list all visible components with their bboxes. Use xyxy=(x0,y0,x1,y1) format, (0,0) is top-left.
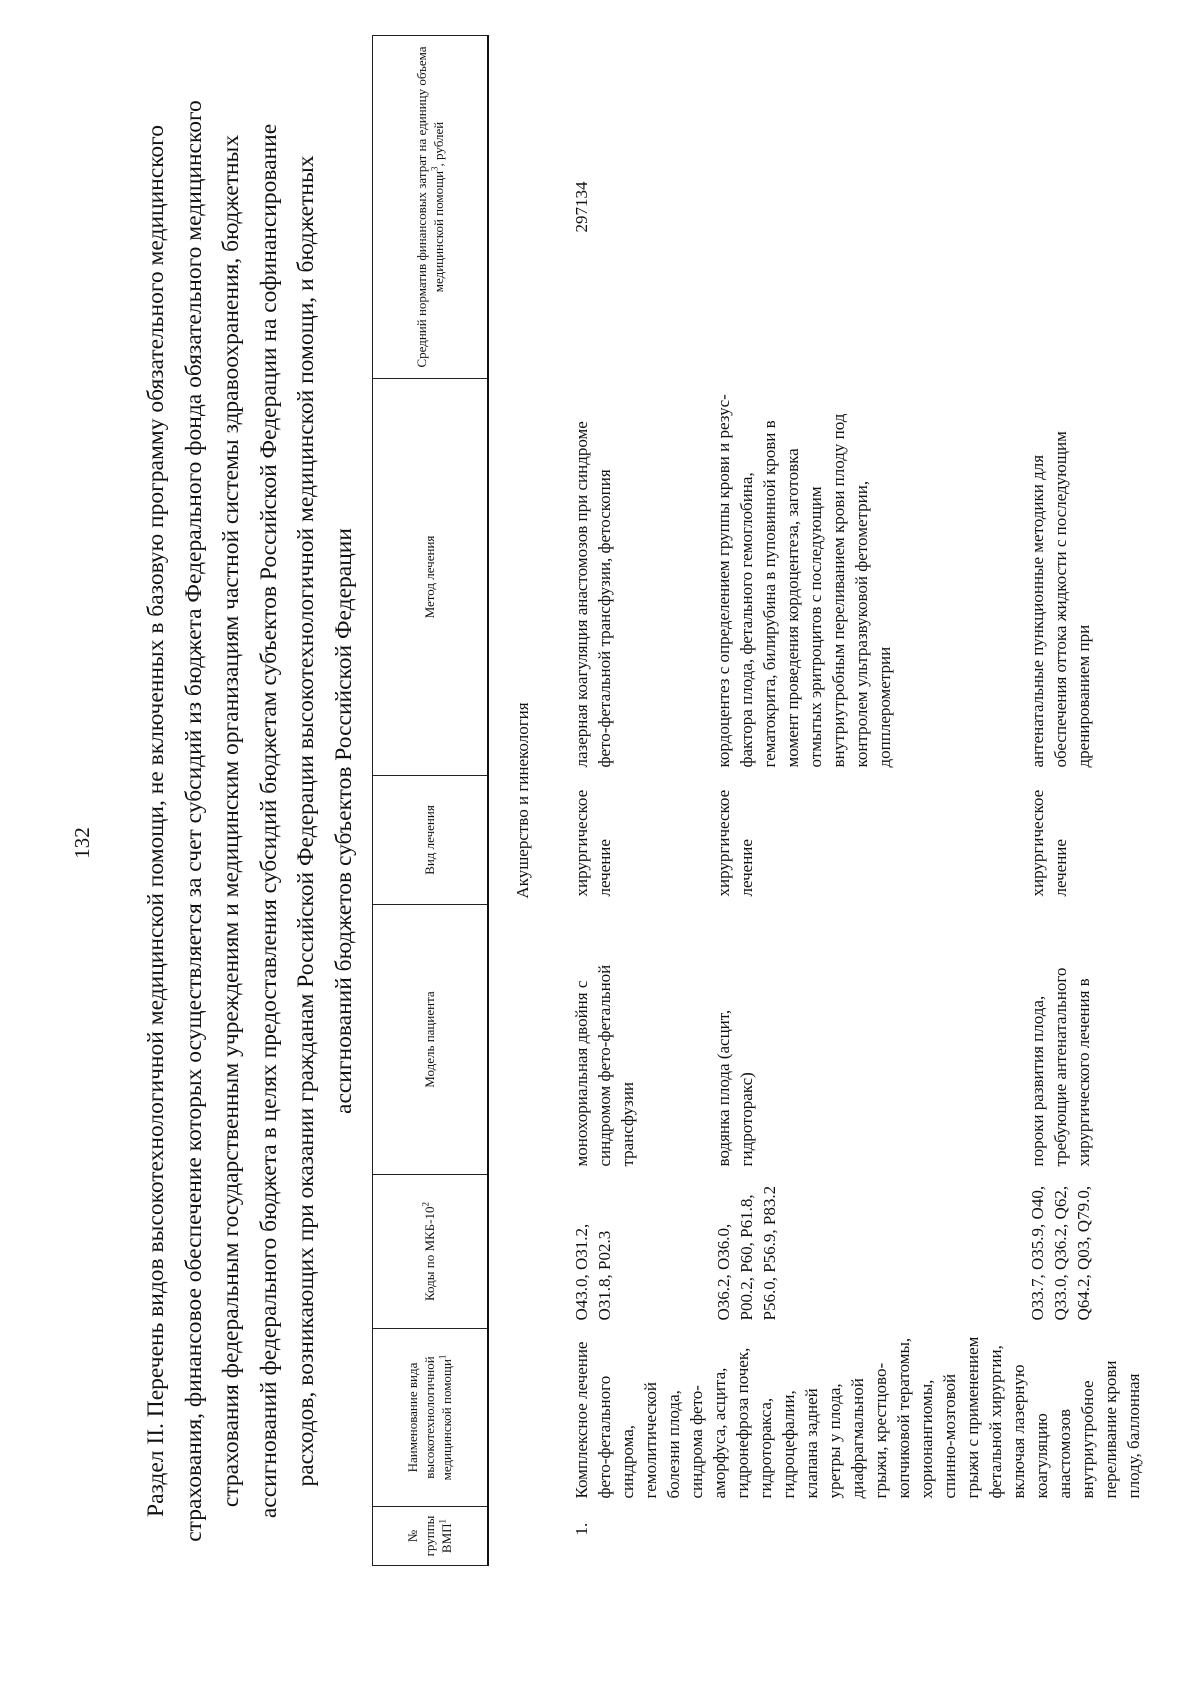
header-patient-model: Модель пациента xyxy=(373,905,488,1175)
page-number: 132 xyxy=(70,827,94,859)
header-avg-cost: Средний норматив финансовых затрат на единицу объема медицинской помощи$^3$, рублей xyxy=(373,36,488,379)
patient-model: монохориальная двойня с синдромом фето-фетальной трансфузии xyxy=(571,964,637,1167)
header-treatment-method: Метод лечения xyxy=(373,379,488,776)
patient-model: водянка плода (асцит, гидроторакс) xyxy=(714,1009,757,1167)
table-header-row xyxy=(373,36,488,1566)
treatment-method: кордоцентез с определением группы крови и резус-фактора плода, фетального гемоглобина, гематокрита, билирубина в пуповинной крови в момент проведения кордоцентеза, заготовка отмытых эритроцитов с последующим внутриутробным переливанием крови плоду под контролем ультразвуковой фетометрии, допплерометрии xyxy=(714,394,895,768)
mkb-codes: O43.0, O31.2, O31.8, P02.3 xyxy=(571,1223,614,1321)
mkb-codes: O36.2, O36.0, P00.2, P60, P61.8, P56.0, P56.9, P83.2 xyxy=(714,1185,780,1321)
section-heading-row xyxy=(488,36,540,1566)
avg-cost: 297134 xyxy=(571,181,591,233)
patient-model: пороки развития плода, требующие антенатального хирургического лечения в xyxy=(1028,967,1094,1167)
treatment-type: хирургическое лечение xyxy=(571,789,614,897)
header-treatment-type: Вид лечения xyxy=(373,776,488,905)
section-heading: Акушерство и гинекология xyxy=(512,702,532,899)
group-number: 1. xyxy=(571,1522,591,1536)
vmp-name: Комплексное лечение фето-фетального синдрома, гемолитической болезни плода, синдрома фето-аморфуса, асцита, гидронефроза почек, гидроторакса, гидроцефалии, клапана задней уретры у плода, диафрагмальной грыжи, крестцово-копчиковой тератомы, хорионангиомы, спинно-мозговой грыжи с применением фетальной хирургии, включая лазерную коагуляцию анастомозов внутриутробное переливание крови плоду, баллонная xyxy=(571,1336,1143,1499)
header-vmp-name: Наименование вида высокотехнологичной медицинской помощи$^1$ xyxy=(373,1329,488,1507)
header-group-number: № группы ВМП$^1$ xyxy=(373,1507,488,1566)
vmp-table xyxy=(372,35,1149,1566)
header-mkb-codes: Коды по МКБ-$10^2$ xyxy=(373,1175,488,1329)
mkb-codes: O33.7, O35.9, O40, Q33.0, Q36.2, Q62, Q64.2, Q03, Q79.0, xyxy=(1028,1185,1094,1321)
treatment-method: антенатальные пункционные методики для обеспечения оттока жидкости с последующим дренированием при xyxy=(1028,431,1094,768)
table-row xyxy=(540,36,709,1566)
treatment-type: хирургическое лечение xyxy=(714,789,757,897)
treatment-method: лазерная коагуляция анастомозов при синдроме фето-фетальной трансфузии, фетоскопия xyxy=(571,421,614,768)
treatment-type: хирургическое лечение xyxy=(1028,789,1071,897)
section-title: Раздел II. Перечень видов высокотехнологичной медицинской помощи, не включенных в базовую программу обязательного медицинского страхования, финансовое обеспечение которых осуществляется за счет субсидий из бюджета Федерального фонда обязательного медицинского страхования федеральным государственным учреждениям и медицинским организациям частной системы здравоохранения, бюджетных ассигнований федерального бюджета в целях предоставления субсидий бюджетам субъектов Российской Федерации на софинансирование расходов, возникающих при оказании гражданам Российской Федерации высокотехнологичной медицинской помощи, и бюджетных ассигнований бюджетов субъектов Российской Федерации xyxy=(143,100,357,1542)
